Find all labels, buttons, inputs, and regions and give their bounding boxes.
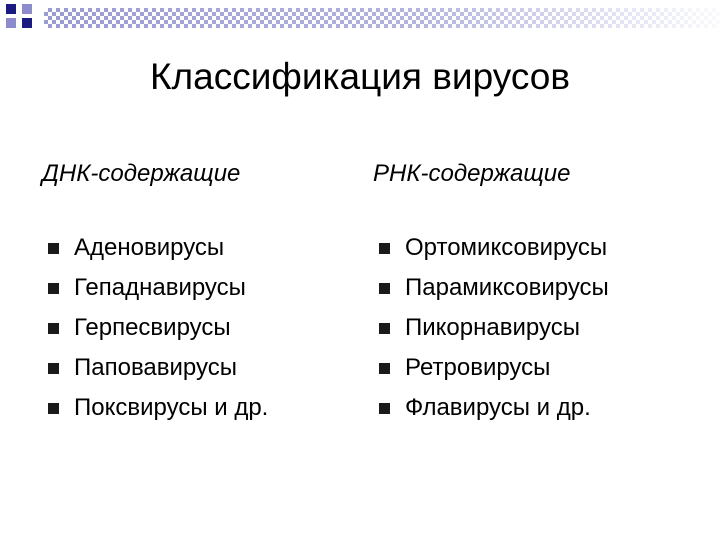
list-item: [373, 388, 609, 428]
list-item: [373, 308, 609, 348]
corner-square-1: [6, 4, 16, 14]
square-bullet-icon: [379, 363, 390, 374]
list-item: [373, 228, 609, 268]
square-bullet-icon: [379, 283, 390, 294]
list-item: [42, 228, 268, 268]
dna-column: [42, 158, 268, 428]
square-bullet-icon: [379, 243, 390, 254]
list-item-text: Пикорнавирусы: [405, 314, 580, 341]
list-item-text: Ортомиксовирусы: [405, 234, 608, 261]
rna-column: [373, 158, 609, 428]
rna-column-heading: РНК-содержащие: [373, 160, 571, 187]
header-decoration: [0, 0, 720, 36]
list-item: [42, 308, 268, 348]
list-item-text: Поксвирусы и др.: [74, 394, 269, 421]
square-bullet-icon: [379, 403, 390, 414]
list-item: [373, 348, 609, 388]
square-bullet-icon: [379, 323, 390, 334]
list-item: [373, 268, 609, 308]
dna-virus-list: [42, 228, 268, 428]
list-item-text: Парамиксовирусы: [405, 274, 609, 301]
square-bullet-icon: [48, 243, 59, 254]
dna-column-heading: ДНК-содержащие: [42, 160, 241, 187]
list-item-text: Аденовирусы: [74, 234, 225, 261]
corner-square-4: [22, 18, 32, 28]
square-bullet-icon: [48, 323, 59, 334]
list-item-text: Флавирусы и др.: [405, 394, 591, 421]
list-item: [42, 388, 268, 428]
square-bullet-icon: [48, 403, 59, 414]
list-item: [42, 268, 268, 308]
list-item-text: Ретровирусы: [405, 354, 551, 381]
rna-virus-list: [373, 228, 609, 428]
list-item-text: Паповавирусы: [74, 354, 237, 381]
slide-title: Классификация вирусов: [150, 56, 570, 97]
list-item: [42, 348, 268, 388]
list-item-text: Гепаднавирусы: [74, 274, 246, 301]
corner-square-2: [22, 4, 32, 14]
square-bullet-icon: [48, 283, 59, 294]
square-bullet-icon: [48, 363, 59, 374]
corner-square-3: [6, 18, 16, 28]
list-item-text: Герпесвирусы: [74, 314, 231, 341]
